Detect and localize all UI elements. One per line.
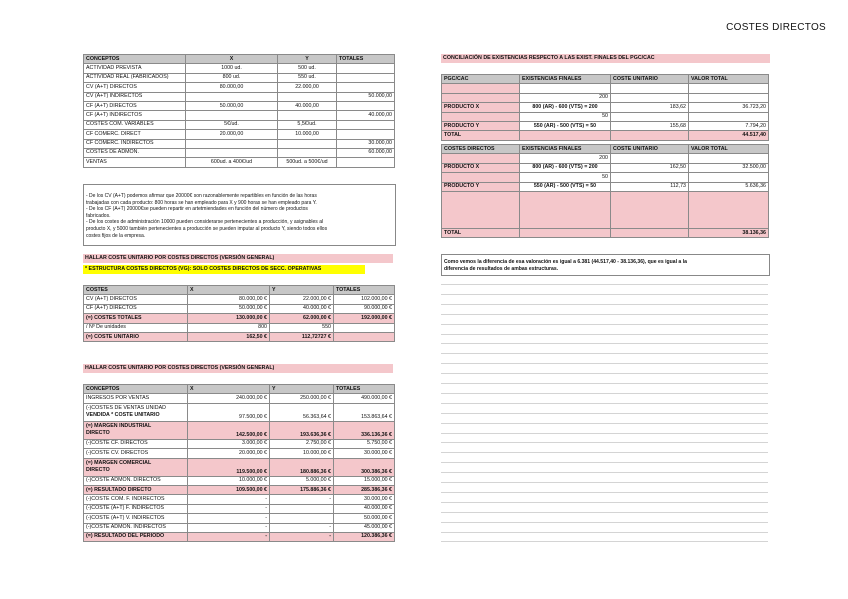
table-row <box>84 476 395 485</box>
table-row <box>442 173 769 182</box>
table-cell: 175.886,36 € <box>270 485 334 494</box>
table-cell: (-)COSTE ADMÓN. INDIRECTOS <box>84 523 188 532</box>
table-row <box>442 84 769 93</box>
table-cell: 90.000,00 € <box>334 304 395 313</box>
table-cell: - <box>270 523 334 532</box>
note-line: - De los costes de administración 10000 pueden considerarse pertenecientes a producción, y asignables al <box>86 219 324 226</box>
gridline <box>441 433 768 434</box>
column-header: X <box>188 385 270 394</box>
table-row <box>84 314 395 323</box>
table-cell <box>611 131 689 140</box>
costes-table <box>83 285 395 342</box>
table-cell: (=) COSTE UNITARIO <box>84 332 188 341</box>
table-cell: - <box>270 532 334 541</box>
column-header: TOTALES <box>337 55 395 64</box>
note-line: - De los CV (A+T) podemos afirmar que 20000€ son razonablemente repartibles en función de las horas <box>86 193 317 199</box>
table-cell: 50 <box>520 112 611 121</box>
table-cell: 550 ud. <box>278 73 337 82</box>
table-cell <box>689 112 769 121</box>
table-row <box>84 92 395 101</box>
column-header: COSTE UNITARIO <box>611 75 689 84</box>
table-row <box>84 449 395 458</box>
table-cell: 15.000,00 € <box>334 476 395 485</box>
column-header: CONCEPTOS <box>84 385 188 394</box>
table-cell: 800 ud. <box>186 73 278 82</box>
note-line: - De los CF (A+T) 20000€se pueden repartir en artetmiendades en función del número de productos <box>86 206 308 213</box>
table-cell: - <box>188 532 270 541</box>
column-header: EXISTENCIAS FINALES <box>520 75 611 84</box>
table-cell: 32.500,00 <box>689 163 769 172</box>
directos-sheet <box>441 144 768 238</box>
gridline <box>441 353 768 354</box>
table-cell: 2.750,00 € <box>270 439 334 448</box>
table-row <box>84 101 395 110</box>
table-row <box>84 148 395 157</box>
table-row <box>84 485 395 494</box>
table-cell: 130.000,00 € <box>188 314 270 323</box>
row-label <box>84 421 188 439</box>
table-cell: VENTAS <box>84 158 186 167</box>
table-cell: 50.000,00 <box>337 92 395 101</box>
costes-sheet <box>83 285 394 342</box>
table-cell <box>186 148 278 157</box>
table-cell: 38.136,36 <box>689 228 769 237</box>
row-label <box>84 403 188 421</box>
table-cell: 142.500,00 € <box>188 421 270 439</box>
table-cell: 5.750,00 € <box>334 439 395 448</box>
page-title: COSTES DIRECTOS <box>726 22 826 33</box>
table-cell: 30.000,00 € <box>334 449 395 458</box>
gridline <box>441 532 768 533</box>
table-cell: 10.000,00 € <box>270 449 334 458</box>
conclusion-box <box>441 254 770 276</box>
table-cell: 180.886,36 € <box>270 458 334 476</box>
row-label-line: DIRECTO <box>86 467 110 474</box>
table-row <box>442 154 769 163</box>
table-cell: PRODUCTO Y <box>442 182 520 191</box>
column-header: COSTES DIRECTOS <box>442 145 520 154</box>
column-header: COSTE UNITARIO <box>611 145 689 154</box>
table-row <box>84 304 395 313</box>
table-cell: 285.386,36 € <box>334 485 395 494</box>
table-cell: ACTIVIDAD REAL (FABRICADOS) <box>84 73 186 82</box>
table-cell <box>337 101 395 110</box>
gridline <box>441 522 768 523</box>
table-cell: 50.000,00 € <box>188 304 270 313</box>
table-cell: 192.000,00 € <box>334 314 395 323</box>
gridline <box>441 284 768 285</box>
table-cell: PRODUCTO X <box>442 163 520 172</box>
table-cell <box>186 111 278 120</box>
pgc-sheet <box>441 74 768 141</box>
table-cell: CV (A+T) DIRECTOS <box>84 83 186 92</box>
table-cell: 45.000,00 € <box>334 523 395 532</box>
note-line: trabajadas con cada producto: 800 horas se han empleado para X y 900 horas se han empleado para Y. <box>86 199 317 206</box>
table-cell: 155,68 <box>611 121 689 130</box>
table-cell: 5,5€/ud. <box>278 120 337 129</box>
table-cell: (-)COSTE CF. DIRECTOS <box>84 439 188 448</box>
table-cell: 5.000,00 € <box>270 476 334 485</box>
gridline <box>441 314 768 315</box>
table-cell: - <box>188 495 270 504</box>
table-cell <box>442 112 520 121</box>
gridline <box>441 442 768 443</box>
row-label-line: (-)COSTES DE VENTAS UNIDAD <box>86 405 166 412</box>
table-cell: CV (A+T) DIRECTOS <box>84 295 188 304</box>
table-cell <box>442 173 520 182</box>
table-cell: 20.000,00 <box>186 130 278 139</box>
table-cell: (=) COSTES TOTALES <box>84 314 188 323</box>
table-cell: CV (A+T) INDIRECTOS <box>84 92 186 101</box>
table-cell: - <box>188 504 270 513</box>
table-cell <box>689 173 769 182</box>
column-header: Y <box>270 286 334 295</box>
column-header: Y <box>278 55 337 64</box>
left-sheet <box>83 54 394 168</box>
table-cell: 50.000,00 € <box>334 514 395 523</box>
table-cell: 102.000,00 € <box>334 295 395 304</box>
table-header-row <box>84 385 395 394</box>
table-cell: 80.000,00 € <box>188 295 270 304</box>
column-header: TOTALES <box>334 286 395 295</box>
gridline <box>441 413 768 414</box>
spacer-row <box>442 191 769 228</box>
table-row <box>84 332 395 341</box>
table-cell: 800 (AR) - 600 (VTS) = 200 <box>520 163 611 172</box>
table-cell: TOTAL <box>442 131 520 140</box>
table-cell: 200 <box>520 93 611 102</box>
directos-table <box>441 144 769 238</box>
table-cell: (-)COSTE ADMÓN. DIRECTOS <box>84 476 188 485</box>
table-cell: 30.000,00 € <box>334 495 395 504</box>
table-cell <box>520 84 611 93</box>
table-cell: 20.000,00 € <box>188 449 270 458</box>
table-cell: (-)COSTE (A+T) F. INDIRECTOS <box>84 504 188 513</box>
table-cell <box>442 84 520 93</box>
table-cell <box>611 154 689 163</box>
table-cell: 500 ud. <box>278 64 337 73</box>
gridline <box>441 383 768 384</box>
gridline <box>441 492 768 493</box>
table-row <box>84 421 395 439</box>
table-cell: (=) RESULTADO DEL PERIODO <box>84 532 188 541</box>
table-cell: 153.863,64 € <box>334 403 395 421</box>
gridline <box>441 541 768 542</box>
table-cell: 22.000,00 <box>278 83 337 92</box>
gridline <box>441 502 768 503</box>
table-cell: (-)COSTE (A+T) V. INDIRECTOS <box>84 514 188 523</box>
table-cell <box>278 92 337 101</box>
table-cell: CF (A+T) INDIRECTOS <box>84 111 186 120</box>
table-cell: COSTES DE ADMÓN. <box>84 148 186 157</box>
table-cell: 112,73 <box>611 182 689 191</box>
row-label-line: (=) MARGEN COMERCIAL <box>86 460 152 467</box>
table-cell: 109.500,00 € <box>188 485 270 494</box>
table-cell: 600ud. a 400€/ud <box>186 158 278 167</box>
table-cell: INGRESOS POR VENTAS <box>84 394 188 403</box>
conclusion-line: diferencia de resultados de ambas estructuras. <box>444 266 559 272</box>
table-cell <box>337 83 395 92</box>
note-line: costes fijos de la empresa. <box>86 232 146 239</box>
table-cell <box>611 173 689 182</box>
table-row <box>84 130 395 139</box>
table-cell: 162,50 <box>611 163 689 172</box>
table-row <box>84 139 395 148</box>
conclusion-line: Como vemos la diferencia de esa valoración es igual a 6.381 (44.517,40 - 38.136,36), que es igual a la <box>444 259 687 265</box>
table-row <box>84 158 395 167</box>
table-cell: 40.000,00 <box>337 111 395 120</box>
table-cell <box>611 93 689 102</box>
gridline <box>441 403 768 404</box>
results-sheet <box>83 384 394 542</box>
table-cell: TOTAL <box>442 228 520 237</box>
gridline <box>441 324 768 325</box>
table-cell: 490.000,00 € <box>334 394 395 403</box>
table-row <box>442 163 769 172</box>
table-row <box>442 182 769 191</box>
column-header: X <box>188 286 270 295</box>
table-row <box>84 532 395 541</box>
table-cell: 30.000,00 <box>337 139 395 148</box>
table-cell: 44.517,40 <box>689 131 769 140</box>
table-cell: 200 <box>520 154 611 163</box>
notes-box <box>83 184 396 246</box>
pgc-table <box>441 74 769 141</box>
table-cell <box>520 228 611 237</box>
gridline <box>441 373 768 374</box>
table-cell: 60.000,00 <box>337 148 395 157</box>
table-cell: 1000 ud. <box>186 64 278 73</box>
table-row <box>84 83 395 92</box>
table-cell: 120.386,36 € <box>334 532 395 541</box>
table-cell <box>337 158 395 167</box>
gridline <box>441 512 768 513</box>
note-line: fabricados. <box>86 212 111 219</box>
table-header-row <box>84 55 395 64</box>
table-cell: - <box>270 495 334 504</box>
gridline <box>441 452 768 453</box>
table-cell <box>186 139 278 148</box>
table-cell: 40.000,00 € <box>334 504 395 513</box>
column-header: TOTALES <box>334 385 395 394</box>
table-cell: CF (A+T) DIRECTOS <box>84 101 186 110</box>
conciliation-title: CONCILIACIÓN DE EXISTENCIAS RESPECTO A LAS EXIST. FINALES DEL PGC/CAC <box>441 54 770 63</box>
banner-general-2: HALLAR COSTE UNITARIO POR COSTES DIRECTOS (VERSIÓN GENERAL) <box>83 364 393 373</box>
table-cell: 5€/ud. <box>186 120 278 129</box>
table-cell: 240.000,00 € <box>188 394 270 403</box>
table-header-row <box>442 75 769 84</box>
column-header: VALOR TOTAL <box>689 75 769 84</box>
table-cell: 112,72727 € <box>270 332 334 341</box>
table-cell <box>520 191 611 228</box>
table-cell: CF COMERC. INDIRECTOS <box>84 139 186 148</box>
table-cell: CF COMERC. DIRECT <box>84 130 186 139</box>
table-row <box>84 394 395 403</box>
table-row <box>84 73 395 82</box>
table-cell: 10.000,00 € <box>188 476 270 485</box>
table-cell: (-)COSTE CV. DIRECTOS <box>84 449 188 458</box>
table-cell <box>442 93 520 102</box>
table-cell: (-)COSTE COM. F. INDIRECTOS <box>84 495 188 504</box>
table-cell: 162,50 € <box>188 332 270 341</box>
table-cell: 183,62 <box>611 103 689 112</box>
gridline <box>441 423 768 424</box>
banner-general-1: HALLAR COSTE UNITARIO POR COSTES DIRECTOS (VERSIÓN GENERAL) <box>83 254 393 263</box>
table-cell <box>334 323 395 332</box>
table-cell: COSTES COM. VARIABLES <box>84 120 186 129</box>
table-cell <box>611 84 689 93</box>
gridline <box>441 462 768 463</box>
table-cell <box>334 332 395 341</box>
table-header-row <box>84 286 395 295</box>
table-cell <box>611 112 689 121</box>
table-row <box>84 514 395 523</box>
table-cell: PRODUCTO Y <box>442 121 520 130</box>
gridline <box>441 363 768 364</box>
table-cell: 193.636,36 € <box>270 421 334 439</box>
gridline <box>441 294 768 295</box>
table-row <box>442 103 769 112</box>
results-table <box>83 384 395 542</box>
table-cell: 56.363,64 € <box>270 403 334 421</box>
table-row <box>84 495 395 504</box>
table-cell <box>689 154 769 163</box>
table-cell: CF (A+T) DIRECTOS <box>84 304 188 313</box>
table-cell: 80.000,00 <box>186 83 278 92</box>
table-cell: 7.794,20 <box>689 121 769 130</box>
table-cell: 336.136,36 € <box>334 421 395 439</box>
row-label-line: DIRECTO <box>86 430 110 437</box>
table-row <box>84 120 395 129</box>
table-cell: 5.636,36 <box>689 182 769 191</box>
table-cell: 50 <box>520 173 611 182</box>
table-row <box>84 323 395 332</box>
table-cell: 62.000,00 € <box>270 314 334 323</box>
row-label-line: (=) MARGEN INDUSTRIAL <box>86 423 152 430</box>
table-cell <box>337 130 395 139</box>
table-cell <box>270 514 334 523</box>
column-header: CONCEPTOS <box>84 55 186 64</box>
table-cell: - <box>188 514 270 523</box>
table-cell <box>270 504 334 513</box>
table-cell: 800 (AR) - 600 (VTS) = 200 <box>520 103 611 112</box>
table-cell: 800 <box>188 323 270 332</box>
table-cell <box>442 191 520 228</box>
table-cell: ACTIVIDAD PREVISTA <box>84 64 186 73</box>
table-cell <box>186 92 278 101</box>
row-label-line: VENDIDA * COSTE UNITARIO <box>86 412 160 419</box>
table-cell: 119.500,00 € <box>188 458 270 476</box>
banner-estructura: * ESTRUCTURA COSTES DIRECTOS (VG): SOLO COSTES DIRECTOS DE SECC. OPERATIVAS <box>83 265 365 274</box>
table-cell: 10.000,00 <box>278 130 337 139</box>
table-row <box>84 295 395 304</box>
table-cell: 50.000,00 <box>186 101 278 110</box>
table-row <box>84 403 395 421</box>
table-cell: 40.000,00 <box>278 101 337 110</box>
table-header-row <box>442 145 769 154</box>
gridline <box>441 472 768 473</box>
table-row <box>442 121 769 130</box>
table-cell: 97.500,00 € <box>188 403 270 421</box>
table-row <box>442 93 769 102</box>
table-cell <box>337 120 395 129</box>
note-line: producto X, y 5000 también pertenecientes a producción se pueden imputar al producto Y, siendo todos ellos <box>86 225 328 232</box>
table-cell: / Nº De unidades <box>84 323 188 332</box>
table-cell: PRODUCTO X <box>442 103 520 112</box>
table-cell <box>689 191 769 228</box>
table-cell: 550 <box>270 323 334 332</box>
table-cell: 22.000,00 € <box>270 295 334 304</box>
table-row <box>84 111 395 120</box>
table-row <box>84 523 395 532</box>
table-cell: (=) RESULTADO DIRECTO <box>84 485 188 494</box>
table-cell: 250.000,00 € <box>270 394 334 403</box>
column-header: VALOR TOTAL <box>689 145 769 154</box>
table-cell <box>337 64 395 73</box>
gridline <box>441 343 768 344</box>
column-header: Y <box>270 385 334 394</box>
total-row <box>442 228 769 237</box>
table-cell <box>278 139 337 148</box>
table-row <box>84 458 395 476</box>
row-label <box>84 458 188 476</box>
table-row <box>442 112 769 121</box>
table-cell <box>611 191 689 228</box>
gridline <box>441 393 768 394</box>
table-cell: 3.000,00 € <box>188 439 270 448</box>
table-cell <box>689 84 769 93</box>
column-header: COSTES <box>84 286 188 295</box>
column-header: PGC/CAC <box>442 75 520 84</box>
table-cell <box>611 228 689 237</box>
table-row <box>84 439 395 448</box>
table-cell: 550 (AR) - 500 (VTS) = 50 <box>520 182 611 191</box>
table-cell: 300.386,36 € <box>334 458 395 476</box>
gridline <box>441 482 768 483</box>
column-header: X <box>186 55 278 64</box>
table-cell <box>442 154 520 163</box>
table-cell: - <box>188 523 270 532</box>
table-cell <box>520 131 611 140</box>
table-cell: 36.723,20 <box>689 103 769 112</box>
total-row <box>442 131 769 140</box>
table-cell <box>689 93 769 102</box>
table-cell: 500ud. a 500€/ud <box>278 158 337 167</box>
table-cell <box>278 111 337 120</box>
data-table <box>83 54 395 168</box>
table-row <box>84 64 395 73</box>
table-cell <box>337 73 395 82</box>
gridline <box>441 304 768 305</box>
column-header: EXISTENCIAS FINALES <box>520 145 611 154</box>
gridline <box>441 334 768 335</box>
table-row <box>84 504 395 513</box>
table-cell: 550 (AR) - 500 (VTS) = 50 <box>520 121 611 130</box>
table-cell <box>278 148 337 157</box>
table-cell: 40.000,00 € <box>270 304 334 313</box>
